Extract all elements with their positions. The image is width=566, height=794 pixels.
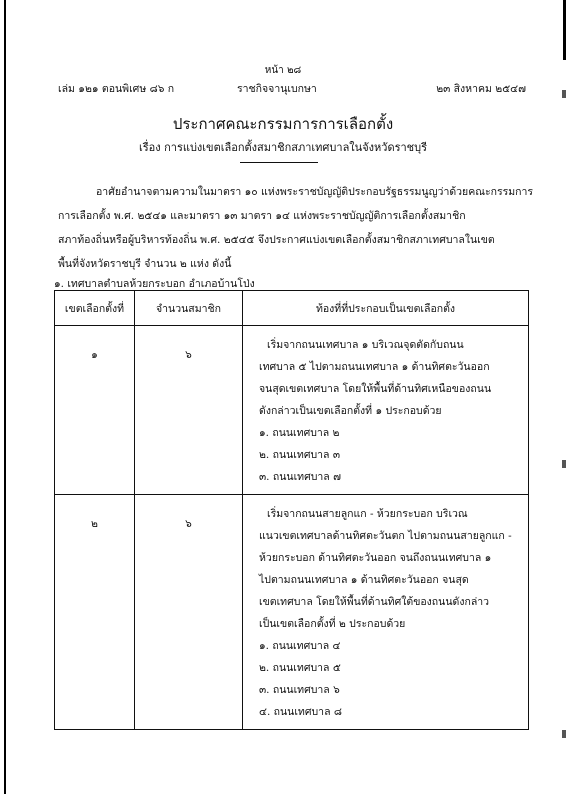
column-header-zone: เขตเลือกตั้งที่ [55, 291, 135, 326]
road-list-item: ๑. ถนนเทศบาล ๒ [259, 427, 340, 439]
desc-line: เริ่มจากถนนสายลูกแก - ห้วยกระบอก บริเวณ [267, 508, 468, 520]
district-table [54, 290, 529, 730]
section-heading: ๑. เทศบาลตำบลห้วยกระบอก อำเภอบ้านโป่ง [54, 278, 255, 290]
desc-line: ไปตามถนนเทศบาล ๑ ด้านทิศตะวันออก จนสุด [259, 574, 469, 586]
gazette-volume: เล่ม ๑๒๑ ตอนพิเศษ ๘๖ ก [58, 83, 175, 95]
road-list-item: ๓. ถนนเทศบาล ๖ [259, 684, 340, 696]
road-list-item: ๒. ถนนเทศบาล ๕ [259, 662, 341, 674]
intro-line: อาศัยอำนาจตามความในมาตรา ๑๐ แห่งพระราชบัญญัติประกอบรัฐธรรมนูญว่าด้วยคณะกรรมการ [96, 186, 534, 198]
road-list-item: ๓. ถนนเทศบาล ๗ [259, 471, 341, 483]
area-description [243, 326, 529, 495]
document-subtitle: เรื่อง การแบ่งเขตเลือกตั้งสมาชิกสภาเทศบาลในจังหวัดราชบุรี [138, 141, 428, 154]
scan-edge-mark [562, 730, 566, 738]
desc-line: แนวเขตเทศบาลด้านทิศตะวันตก ไปตามถนนสายลูกแก - [259, 530, 512, 542]
document-title: ประกาศคณะกรรมการการเลือกตั้ง [172, 115, 394, 133]
table-row [55, 326, 529, 495]
desc-line: ห้วยกระบอก ด้านทิศตะวันออก จนถึงถนนเทศบาล ๑ [259, 552, 492, 564]
road-list-item: ๔. ถนนเทศบาล ๘ [259, 706, 342, 718]
desc-line: เขตเทศบาล โดยให้พื้นที่ด้านทิศใต้ของถนนดังกล่าว [259, 596, 490, 608]
member-count: ๖ [135, 495, 243, 730]
zone-number: ๒ [55, 495, 135, 730]
scan-edge-mark [562, 460, 566, 468]
gazette-name: ราชกิจจานุเบกษา [237, 83, 317, 95]
column-header-area: ท้องที่ที่ประกอบเป็นเขตเลือกตั้ง [243, 291, 529, 326]
area-description [243, 495, 529, 730]
desc-line: เทศบาล ๕ ไปตามถนนเทศบาล ๑ ด้านทิศตะวันออก [259, 361, 490, 373]
intro-line: การเลือกตั้ง พ.ศ. ๒๕๔๑ และมาตรา ๑๓ มาตรา ๑๔ แห่งพระราชบัญญัติการเลือกตั้งสมาชิก [58, 210, 466, 222]
desc-line: จนสุดเขตเทศบาล โดยให้พื้นที่ด้านทิศเหนือของถนน [259, 383, 492, 395]
scan-edge-mark [562, 90, 566, 98]
road-list-item: ๑. ถนนเทศบาล ๔ [259, 640, 341, 652]
intro-line: พื้นที่จังหวัดราชบุรี จำนวน ๒ แห่ง ดังนี้ [58, 258, 232, 270]
table-row [55, 495, 529, 730]
table-header-row [55, 291, 529, 326]
gazette-date: ๒๓ สิงหาคม ๒๕๔๗ [436, 83, 526, 95]
title-divider [240, 162, 318, 163]
page-number: หน้า ๒๘ [264, 65, 302, 76]
column-header-members: จำนวนสมาชิก [135, 291, 243, 326]
desc-line: เป็นเขตเลือกตั้งที่ ๒ ประกอบด้วย [259, 618, 406, 630]
zone-number: ๑ [55, 326, 135, 495]
member-count: ๖ [135, 326, 243, 495]
desc-line: เริ่มจากถนนเทศบาล ๑ บริเวณจุดตัดกับถนน [267, 339, 464, 351]
desc-line: ดังกล่าวเป็นเขตเลือกตั้งที่ ๑ ประกอบด้วย [259, 405, 442, 417]
intro-line: สภาท้องถิ่นหรือผู้บริหารท้องถิ่น พ.ศ. ๒๕๔๕ จึงประกาศแบ่งเขตเลือกตั้งสมาชิกสภาเทศบาลในเขต [58, 234, 495, 246]
road-list-item: ๒. ถนนเทศบาล ๓ [259, 449, 340, 461]
